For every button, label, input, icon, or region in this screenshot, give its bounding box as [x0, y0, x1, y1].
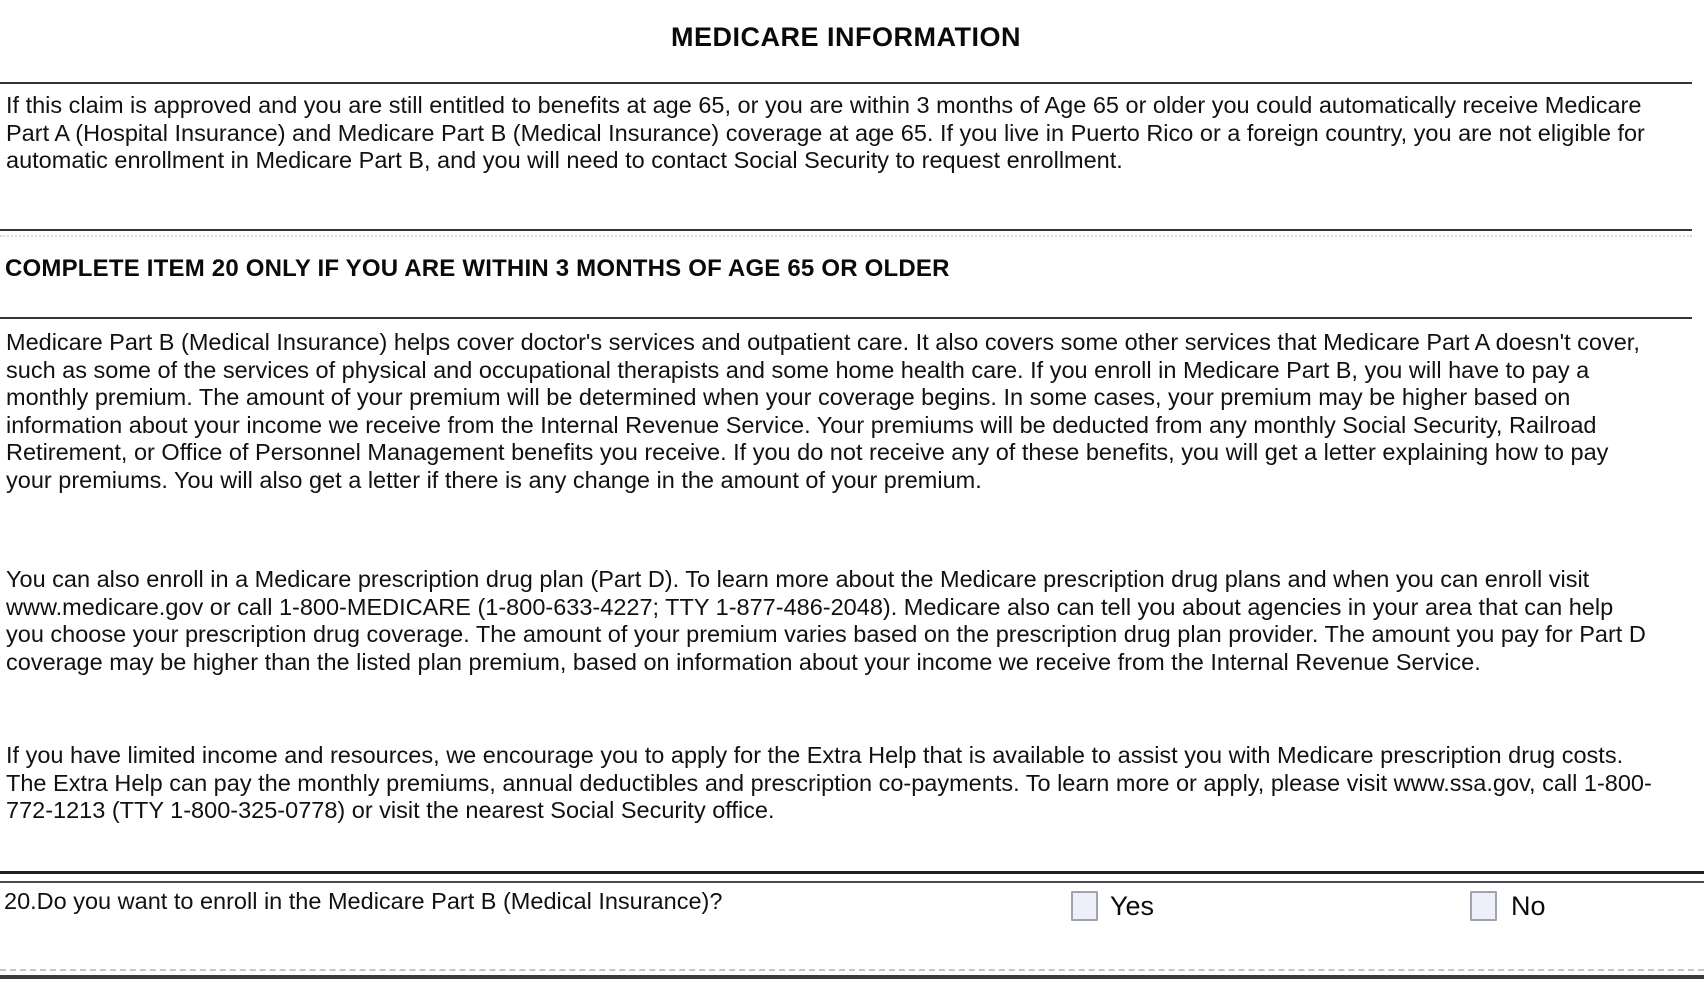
question-20-label: 20.Do you want to enroll in the Medicare Part B (Medical Insurance)?	[4, 888, 723, 914]
divider-under-intro	[0, 229, 1692, 231]
page-title: MEDICARE INFORMATION	[671, 22, 1021, 52]
item-20-instruction-heading: COMPLETE ITEM 20 ONLY IF YOU ARE WITHIN 3 MONTHS OF AGE 65 OR OLDER	[5, 255, 950, 282]
part-d-paragraph: You can also enroll in a Medicare prescription drug plan (Part D). To learn more about the Medicare prescription drug plans and when you can enroll visit www.medicare.gov or call 1-800-MEDICARE (1-800-633-4227; TTY 1-877-486-2048). Medicare also can tell you about agencies in your area that can help you choose your prescription drug coverage. The amount of your premium varies based on the prescription drug plan provider. The amount you pay for Part D coverage may be higher than the listed plan premium, based on information about your income we receive from the Internal Revenue Service.	[6, 566, 1646, 675]
extra-help-paragraph: If you have limited income and resources, we encourage you to apply for the Extra Help that is available to assist you with Medicare prescription drug costs. The Extra Help can pay the monthly premiums, annual deductibles and prescription co-payments. To learn more or apply, please visit www.ssa.gov, call 1-800-772-1213 (TTY 1-800-325-0778) or visit the nearest Social Security office.	[6, 742, 1652, 823]
divider-dotted-accent	[0, 235, 1692, 237]
no-checkbox-label: No	[1511, 891, 1546, 921]
yes-checkbox-label: Yes	[1110, 891, 1155, 921]
divider-double-above-question	[0, 871, 1704, 883]
divider-under-heading	[0, 317, 1692, 319]
divider-bottom-solid	[0, 975, 1704, 979]
intro-paragraph: If this claim is approved and you are still entitled to benefits at age 65, or you are within 3 months of Age 65 or older you could automatically receive Medicare Part A (Hospital Insurance) and Medicare Part B (Medical Insurance) coverage at age 65. If you live in Puerto Rico or a foreign country, you are not eligible for automatic enrollment in Medicare Part B, and you will need to contact Social Security to request enrollment.	[6, 92, 1645, 173]
yes-checkbox[interactable]	[1071, 891, 1098, 921]
divider-under-title	[0, 82, 1692, 84]
part-b-paragraph: Medicare Part B (Medical Insurance) helps cover doctor's services and outpatient care. It also covers some other services that Medicare Part A doesn't cover, such as some of the services of physical and occupational therapists and some home health care. If you enroll in Medicare Part B, you will have to pay a monthly premium. The amount of your premium will be determined when your coverage begins. In some cases, your premium may be higher based on information about your income we receive from the Internal Revenue Service. Your premiums will be deducted from any monthly Social Security, Railroad Retirement, or Office of Personnel Management benefits you receive. If you do not receive any of these benefits, you will get a letter explaining how to pay your premiums. You will also get a letter if there is any change in the amount of your premium.	[6, 329, 1640, 493]
divider-bottom-dashed	[0, 969, 1704, 971]
no-checkbox[interactable]	[1470, 891, 1497, 921]
